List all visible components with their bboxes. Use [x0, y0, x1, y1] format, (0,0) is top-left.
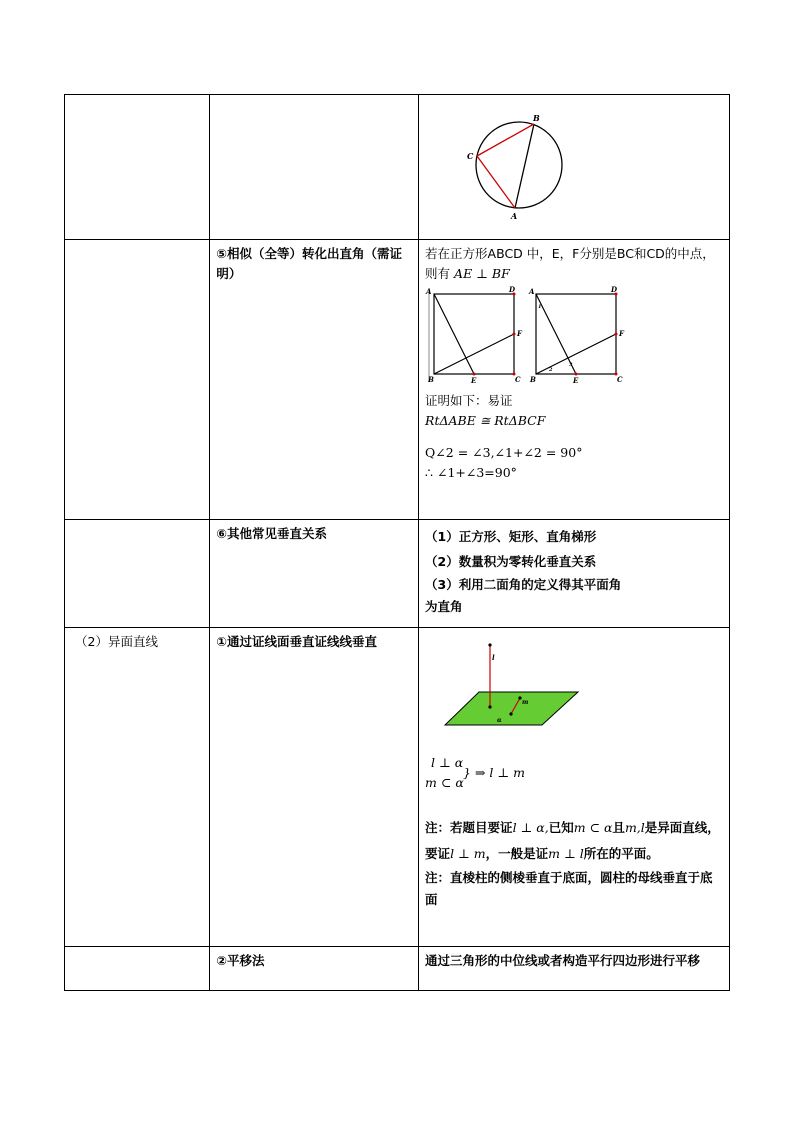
list-item: （3）利用二面角的定义得其平面角为直角	[425, 577, 622, 614]
note-2: 注：直棱柱的侧棱垂直于底面，圆柱的母线垂直于底面	[425, 870, 713, 907]
fig2-label-e: E	[573, 376, 579, 385]
example-cell	[419, 947, 730, 991]
proof-line-3: ∴ ∠1+∠3=90°	[425, 465, 517, 480]
fig1-label-b: B	[428, 375, 434, 384]
category-cell	[65, 947, 210, 991]
formula-result: } ⇒ l ⊥ m	[463, 765, 525, 780]
formula-top: l ⊥ α	[431, 755, 464, 770]
line-plane-figure	[443, 638, 603, 738]
note-math: l ⊥ m	[450, 846, 486, 861]
relations-list	[419, 520, 729, 618]
label-b: B	[533, 113, 540, 123]
example-cell	[419, 95, 730, 240]
note-math: m,l	[624, 820, 645, 835]
fig1-label-a: A	[426, 287, 432, 296]
table-row	[65, 240, 730, 520]
example-cell	[419, 240, 730, 520]
example-cell	[419, 628, 730, 947]
square-description	[419, 240, 729, 284]
fig2-label-b: B	[530, 375, 536, 384]
note-text: 所在的平面。	[583, 846, 659, 861]
fig1-label-d: D	[509, 286, 516, 294]
description-text: 若在正方形ABCD 中，E，F分别是BC和CD的中点，则有	[425, 246, 715, 281]
fig2-label-d: D	[611, 286, 618, 294]
note-text: 且	[612, 820, 625, 835]
content-table	[64, 94, 730, 991]
category-label: （2）异面直线	[75, 634, 158, 649]
table-row	[65, 520, 730, 628]
note-text: 已知	[548, 820, 574, 835]
table-row	[65, 947, 730, 991]
method-heading: ①通过证线面垂直证线线垂直	[216, 634, 378, 649]
proof-line-2: Q∠2 = ∠3,∠1+∠2 = 90°	[425, 445, 583, 460]
category-cell	[65, 240, 210, 520]
label-c: C	[467, 151, 474, 161]
table-row	[65, 95, 730, 240]
angle-label-1: 1	[538, 304, 542, 310]
label-m: m	[522, 699, 529, 706]
inscribed-triangle-figure	[449, 103, 599, 233]
method-heading: ⑥其他常见垂直关系	[216, 526, 328, 541]
formula-bottom: m ⊂ α	[425, 775, 464, 790]
note-text: 是异面直线，要证	[425, 820, 720, 861]
label-a: A	[511, 211, 518, 221]
fig2-label-a: A	[529, 287, 535, 296]
fig1-label-e: E	[471, 376, 477, 385]
method-cell	[210, 947, 419, 991]
proof-line-1: RtΔABE ≅ RtΔBCF	[425, 413, 546, 428]
category-cell	[65, 628, 210, 947]
label-l: l	[492, 653, 495, 662]
fig1-label-f: F	[517, 329, 523, 338]
proof-block	[419, 389, 729, 483]
note-text: ，一般是证	[485, 846, 549, 861]
fig2-label-c: C	[617, 375, 623, 384]
note-math: m ⊥ l	[548, 846, 584, 861]
note-math: l ⊥ α,	[512, 820, 549, 835]
fig2-label-f: F	[619, 329, 625, 338]
note-1	[419, 811, 729, 867]
method-cell	[210, 240, 419, 520]
note-text: 注：若题目要证	[425, 820, 513, 835]
example-cell	[419, 520, 730, 628]
method-cell	[210, 520, 419, 628]
angle-label-2: 2	[549, 367, 553, 373]
method-cell	[210, 628, 419, 947]
list-item: （1）正方形、矩形、直角梯形	[425, 529, 597, 544]
square-figures	[425, 286, 635, 386]
category-cell	[65, 95, 210, 240]
angle-label-3: 3	[569, 362, 573, 368]
method-description: 通过三角形的中位线或者构造平行四边形进行平移	[425, 953, 701, 968]
note-math: m ⊂ α	[573, 820, 613, 835]
category-cell	[65, 520, 210, 628]
description-math: AE ⊥ BF	[454, 266, 510, 281]
method-heading: ②平移法	[216, 953, 265, 968]
table-row	[65, 628, 730, 947]
fig1-label-c: C	[515, 375, 521, 384]
list-item: （2）数量积为零转化垂直关系	[425, 554, 597, 569]
method-heading: ⑤相似（全等）转化出直角（需证明）	[216, 246, 403, 281]
label-alpha: α	[497, 717, 502, 724]
proof-title: 证明如下：易证	[425, 393, 513, 408]
formula-block	[419, 753, 729, 801]
method-cell	[210, 95, 419, 240]
